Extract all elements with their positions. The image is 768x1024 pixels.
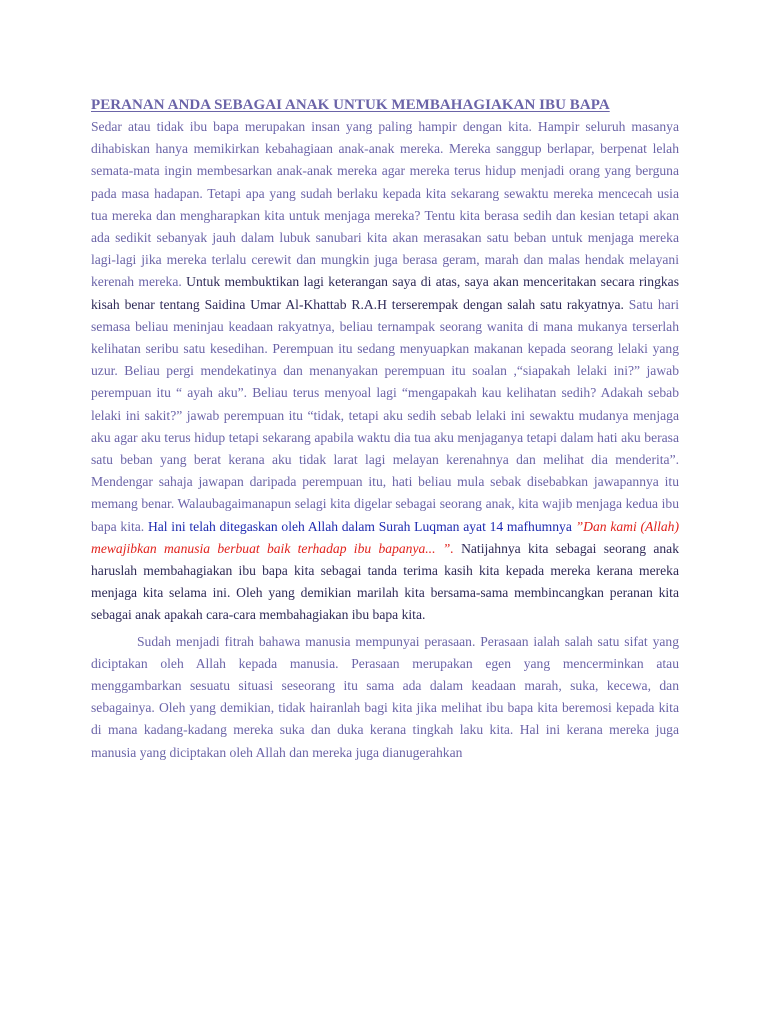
paragraph-2: [91, 631, 679, 764]
paragraph-1-segment-quran-quote: ”Dan kami (Allah) mewajibkan manusia berbuat baik terhadap ibu bapanya... ”.: [91, 518, 679, 556]
paragraph-1-segment-story: Satu hari semasa beliau meninjau keadaan rakyatnya, beliau ternampak seorang wanita di mana mukanya terserlah kelihatan seribu satu kesedihan. Perempuan itu sedang menyuapkan makanan kepada seorang lelaki yang uzur. Beliau pergi mendekatinya dan menanyakan perempuan itu soalan ,“siapakah lelaki ini?” jawab perempuan itu “ ayah aku”. Beliau terus menyoal lagi “mengapakah kau kelihatan sedih? Adakah sebab lelaki ini sakit?” jawab perempuan itu “tidak, tetapi aku sedih sebab lelaki ini sewaktu mudanya menjaga aku agar aku terus hidup tetapi sekarang apabila waktu dia tua aku menjaganya tetapi dalam hati aku berasa satu beban yang berat kerana aku tidak larat lagi melayan kerenahnya dan melihat dia menderita”.: [91, 296, 679, 468]
paragraph-1: [91, 116, 679, 627]
paragraph-1-segment-intro: Sedar atau tidak ibu bapa merupakan insan yang paling hampir dengan kita. Hampir seluruh masanya dihabiskan hanya memikirkan kebahagiaan anak-anak mereka. Mereka sanggup berlapar, berpenat lelah semata-mata ingin membesarkan anak-anak mereka agar mereka terus hidup menjadi orang yang berguna pada masa hadapan. Tetapi apa yang sudah berlaku kepada kita sekarang sewaktu mereka mencecah usia tua mereka dan mengharapkan kita untuk menjaga mereka? Tentu kita berasa sedih dan kesian tetapi akan ada sedikit sebanyak jauh dalam lubuk sanubari kita akan merasakan satu beban untuk menjaga mereka lagi-lagi jika mereka terlalu cerewit dan mungkin juga berasa geram, marah dan malas hendak melayani kerenah mereka.: [91, 119, 679, 290]
paragraph-2-text: Sudah menjadi fitrah bahawa manusia mempunyai perasaan. Perasaan ialah salah satu sifat yang diciptakan oleh Allah kepada manusia. Perasaan merupakan egen yang mencerminkan atau menggambarkan sesuatu situasi seseorang itu sama ada dalam keadaan marah, suka, kecewa, dan sebagainya. Oleh yang demikian, tidak hairanlah bagi kita jika melihat ibu bapa kita beremosi kepada kita di mana kadang-kadang mereka suka dan duka kerana tingkah laku kita. Hal ini kerana mereka juga manusia yang diciptakan oleh Allah dan mereka juga dianugerahkan: [91, 633, 679, 760]
document-title: PERANAN ANDA SEBAGAI ANAK UNTUK MEMBAHAGIAKAN IBU BAPA: [91, 97, 610, 113]
paragraph-1-segment-conclusion: Natijahnya kita sebagai seorang anak haruslah membahagiakan ibu bapa kita sebagai tanda terima kasih kita kepada mereka kerana mereka menjaga kita selama ini. Oleh yang demikian marilah kita bersama-sama membincangkan peranan kita sebagai anak apakah cara-cara membahagiakan ibu bapa kita.: [91, 540, 679, 623]
document-body: [91, 94, 679, 764]
paragraph-1-segment-reflection: Mendengar sahaja jawapan daripada perempuan itu, hati beliau mula sebak disebabkan jawapannya itu memang benar. Walaubagaimanapun selagi kita digelar sebagai seorang anak, kita wajib menjaga kedua ibu bapa kita.: [91, 474, 679, 534]
paragraph-1-segment-story-intro: Untuk membuktikan lagi keterangan saya di atas, saya akan menceritakan secara ringkas kisah benar tentang Saidina Umar Al-Khattab R.A.H terserempak dengan salah satu rakyatnya.: [91, 274, 679, 312]
paragraph-1-segment-quran-reference: Hal ini telah ditegaskan oleh Allah dalam Surah Luqman ayat 14 mafhumnya: [147, 518, 572, 534]
